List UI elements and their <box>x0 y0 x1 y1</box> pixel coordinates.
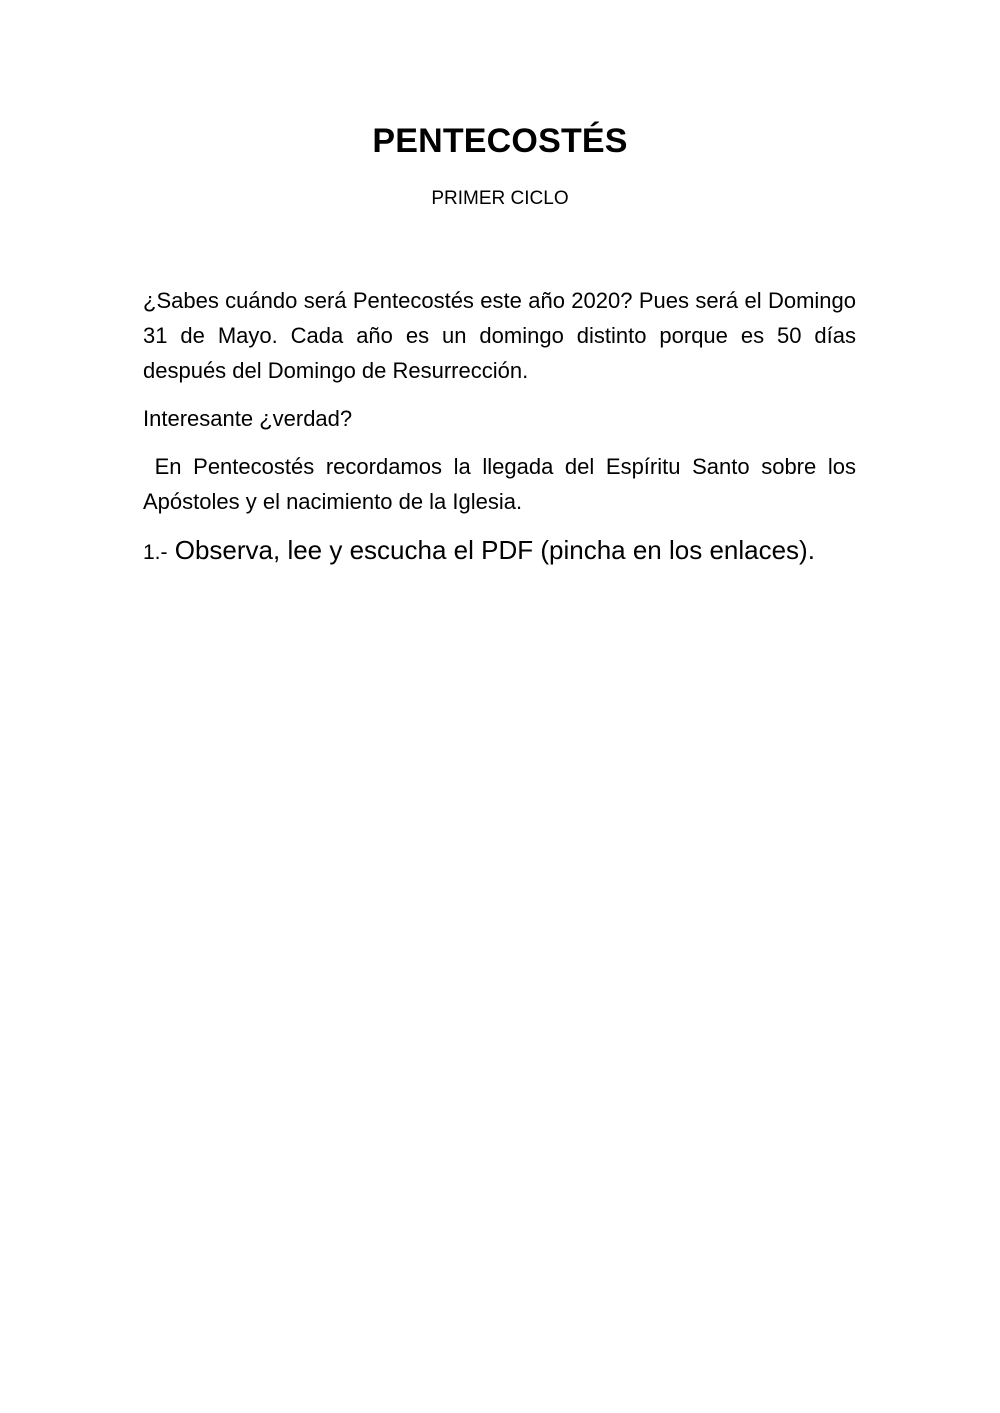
task-instruction <box>143 532 856 571</box>
interesting-paragraph: Interesante ¿verdad? <box>143 406 353 431</box>
page-title: PENTECOSTÉS <box>372 122 628 160</box>
task-number: 1.- <box>143 541 168 564</box>
document-body <box>143 283 861 571</box>
pentecost-paragraph: En Pentecostés recordamos la llegada del Espíritu Santo sobre los Apóstoles y el nacimiento de la Iglesia. <box>143 454 861 514</box>
page-subtitle: PRIMER CICLO <box>431 188 569 209</box>
intro-paragraph: ¿Sabes cuándo será Pentecostés este año 2020? Pues será el Domingo 31 de Mayo. Cada año es un domingo distinto porque es 50 días después del Domingo de Resurrección. <box>143 288 856 383</box>
task-text: Observa, lee y escucha el PDF (pincha en los enlaces). <box>167 535 815 565</box>
